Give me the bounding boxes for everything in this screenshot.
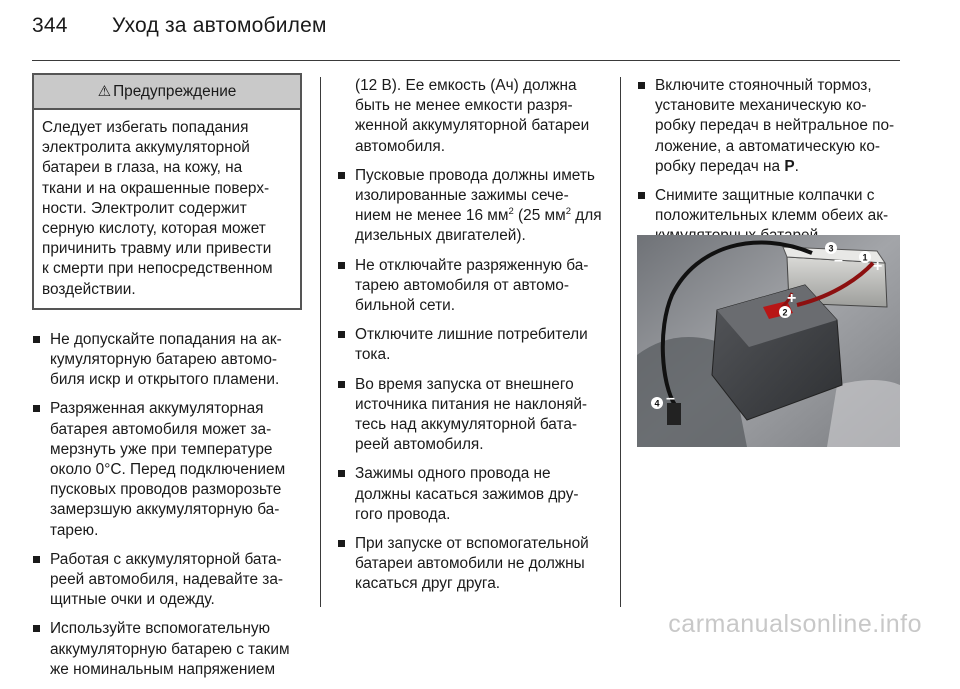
page-header bbox=[32, 14, 327, 38]
minus-sign: – bbox=[666, 390, 675, 407]
column-2 bbox=[337, 76, 615, 604]
column-1 bbox=[32, 73, 312, 689]
text-line: ткани и на окрашенные поверх- bbox=[42, 179, 270, 197]
plus-sign: + bbox=[787, 290, 797, 307]
text-line: батареи в глаза, на кожу, на bbox=[42, 159, 243, 177]
text-line: серную кислоту, которая может bbox=[42, 220, 266, 238]
plus-sign: + bbox=[873, 258, 883, 275]
warning-triangle-icon: ⚠ bbox=[97, 83, 112, 100]
text-line: электролита аккумуляторной bbox=[42, 139, 250, 157]
page-number: 344 bbox=[32, 14, 68, 37]
bullet-item: Не отключайте разряженную ба- тарею автомобиля от автомо- бильной сети. bbox=[337, 256, 615, 317]
minus-sign: – bbox=[834, 252, 843, 269]
column-divider bbox=[620, 77, 621, 607]
bullet-item: При запуске от вспомогательной батареи автомобили не должны касаться друг друга. bbox=[337, 534, 615, 595]
bullet-item: Пусковые провода должны иметь изолированные зажимы сече- нием не менее 16 $мм^2$ (25 $мм^2$ для дизельных двигателей). bbox=[337, 166, 615, 247]
callout-2: 2 bbox=[782, 307, 788, 318]
bullet-list bbox=[637, 76, 917, 247]
callout-1: 1 bbox=[862, 252, 868, 263]
bullet-item: Не допускайте попадания на ак- кумуляторную батарею автомо- биля искр и открытого пламени. bbox=[32, 330, 312, 391]
header-rule bbox=[32, 60, 900, 61]
text-line: Следует избегать попадания bbox=[42, 119, 249, 136]
jump-start-illustration bbox=[637, 235, 900, 447]
text-line: ности. Электролит содержит bbox=[42, 199, 247, 217]
bullet-item: Используйте вспомогательную аккумуляторную батарею с таким же номинальным напряжением bbox=[32, 619, 312, 680]
column-3 bbox=[637, 76, 917, 256]
page-title: Уход за автомобилем bbox=[112, 14, 327, 37]
bullet-item: Снимите защитные колпачки с положительных клемм обеих ак- bbox=[637, 186, 917, 247]
text-line: к смерти при непосредственном bbox=[42, 260, 273, 278]
bullet-list bbox=[32, 330, 312, 680]
column-divider bbox=[320, 77, 321, 607]
text-line: воздействии. bbox=[42, 280, 136, 298]
bullet-item: Включите стояночный тормоз, установите механическую ко- робку передач в нейтральное по- ложение, а автоматическую ко- робку передач на P. bbox=[637, 76, 917, 177]
text-line: причинить травму или привести bbox=[42, 240, 272, 258]
bullet-item: Во время запуска от внешнего источника питания не наклоняй- тесь над аккумуляторной бата- реей автомобиля. bbox=[337, 375, 615, 456]
bullet-list bbox=[337, 166, 615, 595]
watermark: carmanualsonline.info bbox=[668, 610, 922, 638]
callout-4: 4 bbox=[654, 398, 660, 409]
bullet-item: Отключите лишние потребители тока. bbox=[337, 325, 615, 365]
bullet-item: Зажимы одного провода не должны касаться зажимов дру- гого провода. bbox=[337, 464, 615, 525]
callout-3: 3 bbox=[828, 243, 834, 254]
bullet-item: Работая с аккумуляторной бата- реей автомобиля, надевайте за- щитные очки и одежду. bbox=[32, 550, 312, 611]
warning-box bbox=[32, 73, 302, 310]
bullet-item: Разряженная аккумуляторная батарея автомобиля может за- мерзнуть уже при температуре около 0°C. Перед подключением пусковых проводов разморозьте замерзшую аккумуляторную ба- тарею. bbox=[32, 399, 312, 540]
continued-paragraph: (12 В). Ее емкость (Ач) должна быть не менее емкости разря- женной аккумуляторной батареи автомобиля. bbox=[355, 77, 590, 155]
warning-header bbox=[34, 75, 300, 110]
warning-title: Предупреждение bbox=[113, 83, 237, 100]
warning-text bbox=[34, 110, 300, 308]
